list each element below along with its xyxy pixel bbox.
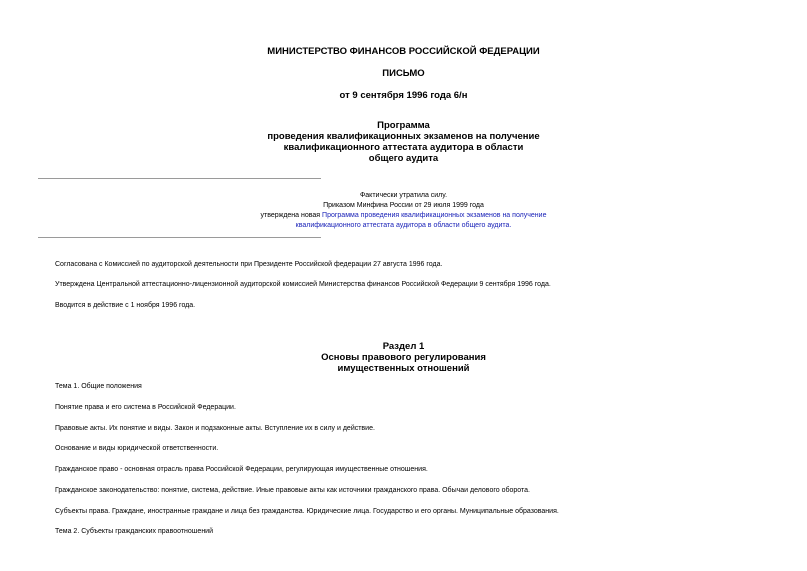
title-line: Программа (377, 120, 430, 131)
status-prefix: утверждена новая (260, 212, 323, 219)
list-item: Основание и виды юридической ответственности. (55, 445, 219, 452)
ministry-name: МИНИСТЕРСТВО ФИНАНСОВ РОССИЙСКОЙ ФЕДЕРАЦИИ (267, 46, 540, 57)
top-divider (38, 178, 321, 179)
new-program-link[interactable]: Программа проведения квалификационных экзаменов на получение (322, 212, 547, 219)
section-heading (0, 341, 807, 374)
status-note (0, 191, 807, 231)
list-item: Гражданское право - основная отрасль права Российской Федерации, регулирующая имущественные отношения. (55, 466, 428, 473)
section-number: Раздел 1 (382, 341, 425, 352)
list-item: Гражданское законодательство: понятие, система, действие. Иные правовые акты как источники гражданского права. Обычаи делового оборота. (55, 487, 530, 494)
document-date (0, 90, 807, 101)
date-line: от 9 сентября 1996 года 6/н (339, 90, 468, 101)
agreed-paragraph: Согласована с Комиссией по аудиторской деятельности при Президенте Российской федерации 27 августа 1996 года. (55, 261, 443, 268)
list-item: Понятие права и его система в Российской Федерации. (55, 404, 236, 411)
topic-heading: Тема 1. Общие положения (55, 383, 142, 390)
approved-paragraph: Утверждена Центральной аттестационно-лицензионной аудиторской комиссией Министерства финансов Российской Федерации 9 сентября 1996 года. (55, 281, 551, 288)
bottom-divider (38, 237, 321, 238)
list-item: Субъекты права. Граждане, иностранные граждане и лица без гражданства. Юридические лица. Государство и его органы. Муниципальные образования. (55, 508, 559, 515)
section-title-line: Основы правового регулирования (321, 352, 486, 363)
section-title-line: имущественных отношений (337, 363, 470, 374)
title-line: проведения квалификационных экзаменов на получение (267, 131, 540, 142)
document-header (0, 46, 807, 57)
status-line: Приказом Минфина России от 29 июля 1999 года (323, 202, 484, 209)
title-line: квалификационного аттестата аудитора в области (283, 142, 524, 153)
new-program-link-continued[interactable]: квалификационного аттестата аудитора в области общего аудита. (295, 222, 512, 229)
effective-paragraph: Вводится в действие с 1 ноября 1996 года. (55, 302, 196, 309)
status-line: Фактически утратила силу. (359, 192, 448, 199)
document-type (0, 68, 807, 79)
status-line (0, 211, 807, 221)
title-line: общего аудита (368, 153, 439, 164)
doc-type-label: ПИСЬМО (382, 68, 425, 79)
topic-heading: Тема 2. Субъекты гражданских правоотношений (55, 528, 214, 535)
program-title (0, 120, 807, 164)
list-item: Правовые акты. Их понятие и виды. Закон и подзаконные акты. Вступление их в силу и действие. (55, 425, 375, 432)
status-line (0, 221, 807, 231)
